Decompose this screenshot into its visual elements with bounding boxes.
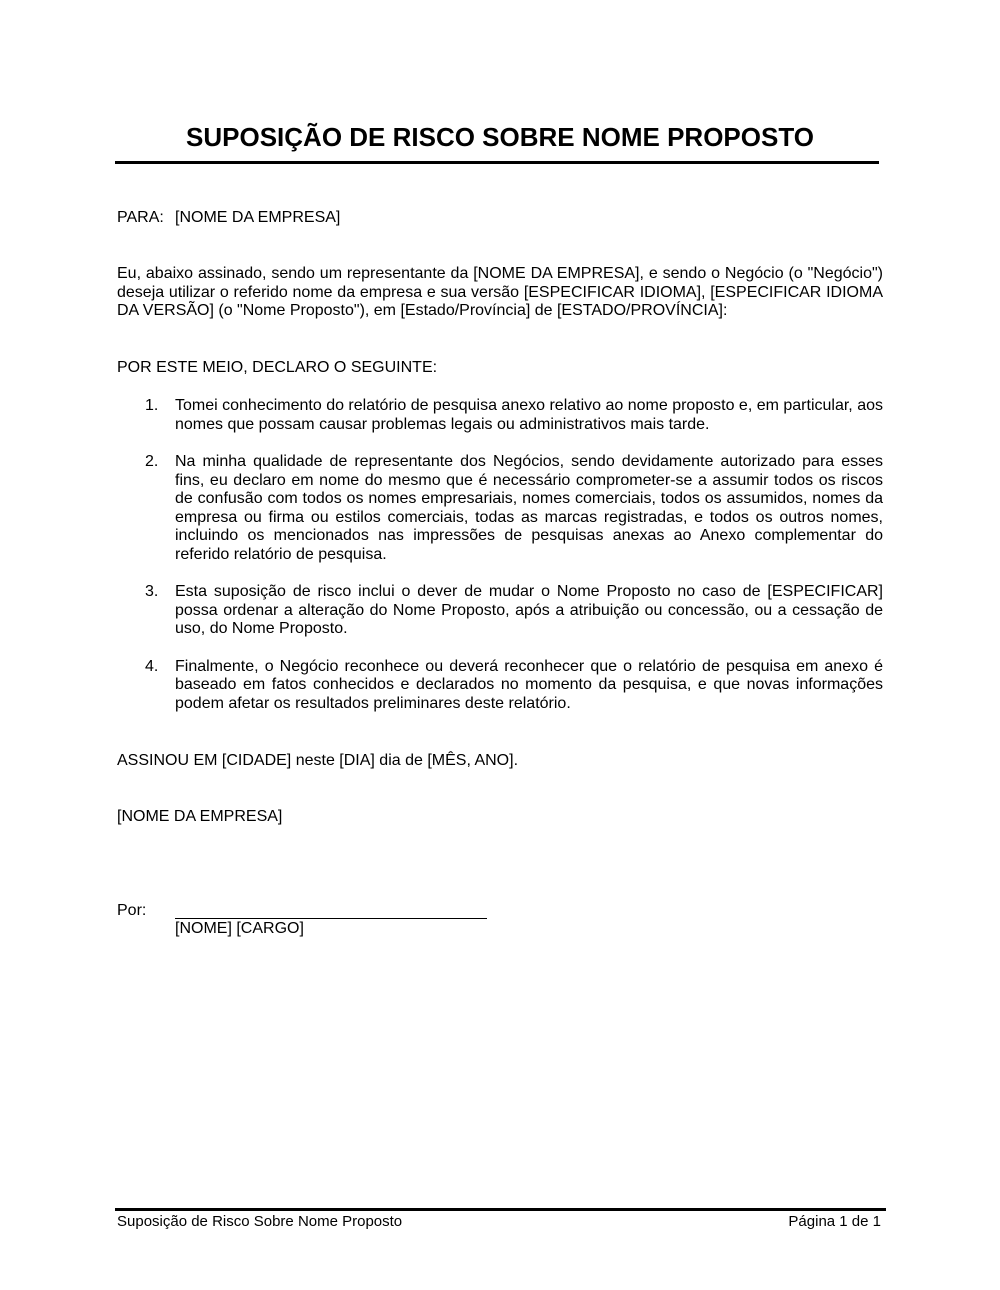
list-item-text: Na minha qualidade de representante dos Negócios, sendo devidamente autorizado para esses fins, eu declaro em nome do mesmo que é necessário comprometer-se a assumir todos os riscos de confusão com todos os nomes empresariais, nomes comerciais, todos os assumidos, nomes da empresa ou firma ou estilos comerciais, todas as marcas registradas, e todos os outros nomes, incluindo os mencionados nas impressões de pesquisas anexas ao Anexo complementar do referido relatório de pesquisa. [175,453,883,563]
list-item-text: Tomei conhecimento do relatório de pesquisa anexo relativo ao nome proposto e, em particular, aos nomes que possam causar problemas legais ou administrativos mais tarde. [175,397,883,433]
title-underline [115,161,879,164]
signatory-name: [NOME] [CARGO] [175,920,304,937]
footer-title: Suposição de Risco Sobre Nome Proposto [117,1213,403,1230]
list-item-number: 1. [145,397,159,414]
list-item-number: 4. [145,657,159,675]
list-item [117,453,883,564]
signed-line: ASSINOU EM [CIDADE] neste [DIA] dia de [MÊS, ANO]. [117,752,519,769]
list-item-number: 3. [145,583,159,600]
recipient-label: PARA: [117,209,164,226]
list-item-text: Finalmente, o Negócio reconhece ou deverá reconhecer que o relatório de pesquisa em anexo é baseado em fatos conhecidos e declarados no momento da pesquisa, e que novas informações podem afetar os resultados preliminares deste relatório. [175,657,883,712]
list-item-text: Esta suposição de risco inclui o dever de mudar o Nome Proposto no caso de [ESPECIFICAR] possa ordenar a alteração do Nome Proposto, após a atribuição ou concessão, ou a cessação de uso, do Nome Proposto. [175,583,883,637]
page-number: Página 1 de 1 [788,1213,881,1230]
list-item [117,583,883,639]
recipient-line [117,209,883,228]
declaration-heading: POR ESTE MEIO, DECLARO O SEGUINTE: [117,359,438,376]
declaration-list [117,397,883,732]
intro-paragraph: Eu, abaixo assinado, sendo um representante da [NOME DA EMPRESA], e sendo o Negócio (o "Negócio") deseja utilizar o referido nome da empresa e sua versão [ESPECIFICAR IDIOMA], [ESPECIFICAR IDIOMA DA VERSÃO] (o "Nome Proposto"), em [Estado/Província] de [ESTADO/PROVÍNCIA]: [117,265,883,319]
list-item [117,397,883,434]
list-item-number: 2. [145,453,159,470]
footer-rule [115,1208,886,1211]
list-item [117,658,883,714]
signature-line [175,918,487,919]
company-name: [NOME DA EMPRESA] [117,808,283,825]
recipient-value: [NOME DA EMPRESA] [175,209,341,226]
document-title: SUPOSIÇÃO DE RISCO SOBRE NOME PROPOSTO [186,122,814,152]
by-label: Por: [117,902,147,919]
